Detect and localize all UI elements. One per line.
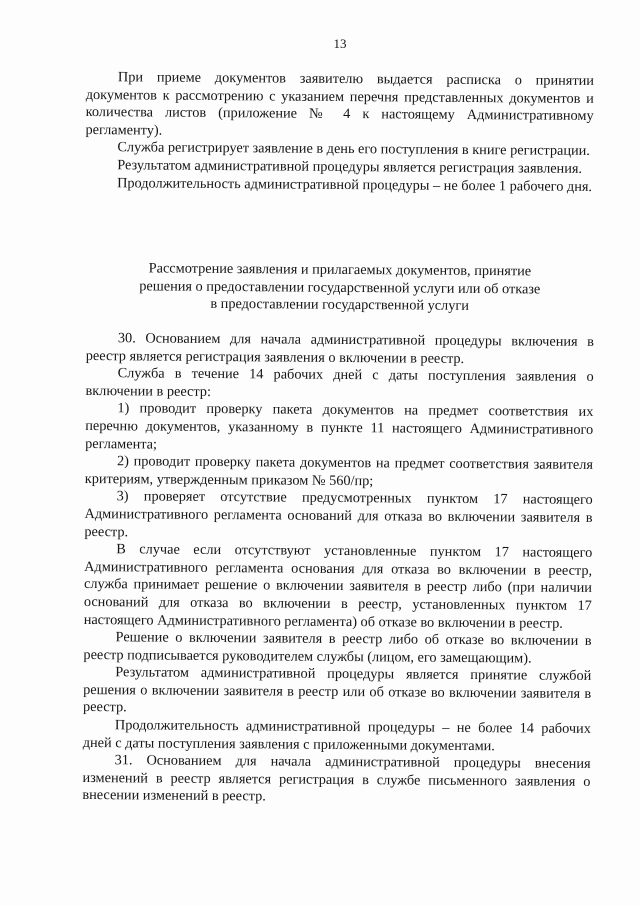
paragraph-registration: Служба регистрирует заявление в день его поступления в книге регистрации. bbox=[117, 139, 590, 160]
paragraph-item-31: 31. Основанием для начала административной процедуры внесения изменений в реестр является регистрация в службе письменного заявления о внесении изменений в реестр. bbox=[82, 752, 591, 805]
paragraph-decision-case: В случае если отсутствуют установленные пунктом 17 настоящего Административного регламента основания для отказа во включении в реестр, служба принимает решение о включении заявителя в реестр либо (при наличии оснований для отказа во включении в реестр, установленных пунктом 17 настоящего Административного регламента) об отказе во включении в реестр. bbox=[83, 541, 593, 632]
paragraph-item-30: 30. Основанием для начала административной процедуры включения в реестр является регистрация заявления о включении в реестр. bbox=[85, 330, 594, 367]
page-number: 13 bbox=[333, 36, 347, 51]
paragraph-signature: Решение о включении заявителя в реестр либо об отказе во включении в реестр подписывается руководителем службы (лицом, его замещающим). bbox=[83, 629, 592, 667]
paragraph-duration: Продолжительность административной процедуры – не более 1 рабочего дня. bbox=[117, 174, 593, 195]
section-paragraphs bbox=[82, 330, 594, 809]
paragraph-result: Результатом административной процедуры является регистрация заявления. bbox=[117, 157, 583, 177]
paragraph-result: Результатом административной процедуры является принятие службой решения о включении заявителя в реестр или об отказе во включении заявителя в реестр. bbox=[82, 664, 592, 716]
paragraph-check-2: 2) проводит проверку пакета документов на предмет соответствия заявителя критериям, утвержденным приказом № 560/пр; bbox=[84, 453, 594, 490]
paragraph-duration: Продолжительность административной процедуры – не более 14 рабочих дней с даты поступления заявления с приложенными документами. bbox=[82, 717, 591, 754]
paragraph-check-1: 1) проводит проверку пакета документов на предмет соответствия их перечню документов, указанному в пункте 11 настоящего Административного регламента; bbox=[85, 400, 594, 453]
paragraph-check-3: 3) проверяет отсутствие предусмотренных пунктом 17 настоящего Административного регламента оснований для отказа во включении заявителя в реестр. bbox=[84, 488, 593, 540]
section-heading bbox=[100, 260, 580, 317]
section-heading-line: в предоставлении государственной услуги bbox=[210, 296, 469, 315]
paragraph-service-14-days: Служба в течение 14 рабочих дней с даты поступления заявления о включении в реестр: bbox=[85, 365, 594, 400]
intro-paragraphs bbox=[85, 69, 594, 196]
section-heading-line: Рассмотрение заявления и прилагаемых документов, принятие bbox=[148, 260, 532, 280]
paragraph-receipt: При приеме документов заявителю выдается расписка о принятии документов к рассмотрению с указанием перечня представленных документов и количества листов (приложение № 4 к настоящему Административному регламенту). bbox=[85, 69, 594, 139]
section-heading-line: решения о предоставлении государственной услуги или об отказе bbox=[139, 277, 541, 298]
